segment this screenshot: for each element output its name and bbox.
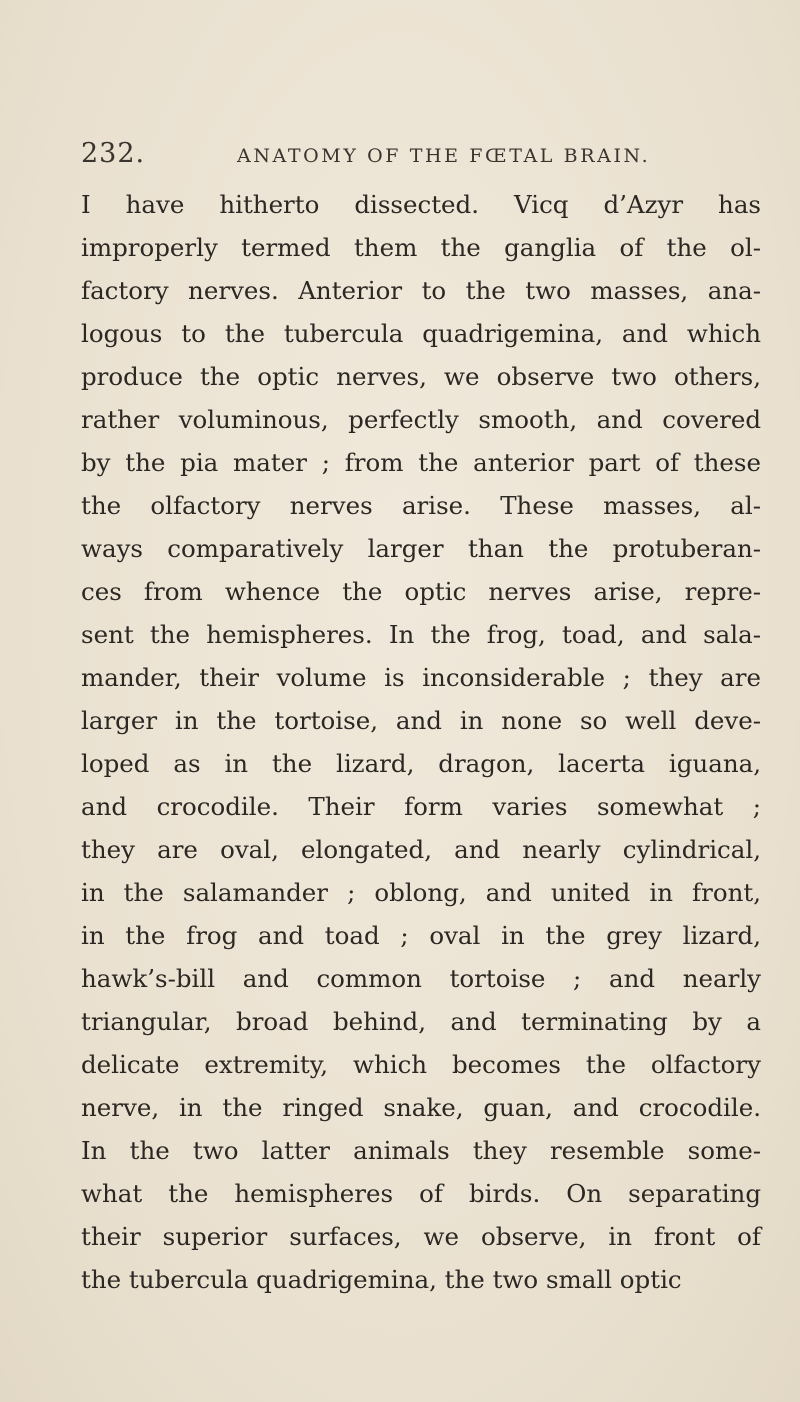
text-line: factory nerves. Anterior to the two masses, ana- xyxy=(81,276,761,305)
text-line: ways comparatively larger than the protuberan- xyxy=(81,534,761,563)
text-line: loped as in the lizard, dragon, lacerta iguana, xyxy=(81,749,761,778)
running-title: ANATOMY OF THE FŒTAL BRAIN. xyxy=(237,145,651,167)
text-line: their superior surfaces, we observe, in front of xyxy=(81,1222,761,1251)
page-number: 232. xyxy=(81,138,146,169)
text-line: in the salamander ; oblong, and united in front, xyxy=(81,878,761,907)
text-line: mander, their volume is inconsiderable ; they are xyxy=(81,663,761,692)
text-line: sent the hemispheres. In the frog, toad, and sala- xyxy=(81,620,761,649)
text-line: the olfactory nerves arise. These masses, al- xyxy=(81,491,761,520)
text-line: logous to the tubercula quadrigemina, and which xyxy=(81,319,761,348)
text-line: by the pia mater ; from the anterior part of these xyxy=(81,448,761,477)
text-line: delicate extremity, which becomes the olfactory xyxy=(81,1050,761,1079)
body-paragraph xyxy=(81,183,761,1301)
text-line: I have hitherto dissected. Vicq d’Azyr has xyxy=(81,190,761,219)
running-head xyxy=(81,134,741,174)
text-line: nerve, in the ringed snake, guan, and crocodile. xyxy=(81,1093,761,1122)
text-line: hawk’s-bill and common tortoise ; and nearly xyxy=(81,964,761,993)
text-line: larger in the tortoise, and in none so well deve- xyxy=(81,706,761,735)
text-line: and crocodile. Their form varies somewhat ; xyxy=(81,792,761,821)
text-line: they are oval, elongated, and nearly cylindrical, xyxy=(81,835,761,864)
text-line: produce the optic nerves, we observe two others, xyxy=(81,362,761,391)
text-line: improperly termed them the ganglia of the ol- xyxy=(81,233,761,262)
text-line: the tubercula quadrigemina, the two small optic xyxy=(81,1265,682,1294)
text-line: ces from whence the optic nerves arise, repre- xyxy=(81,577,761,606)
text-line: In the two latter animals they resemble some- xyxy=(81,1136,761,1165)
text-line: triangular, broad behind, and terminating by a xyxy=(81,1007,761,1036)
text-line: in the frog and toad ; oval in the grey lizard, xyxy=(81,921,761,950)
text-line: rather voluminous, perfectly smooth, and covered xyxy=(81,405,761,434)
text-line: what the hemispheres of birds. On separating xyxy=(81,1179,761,1208)
